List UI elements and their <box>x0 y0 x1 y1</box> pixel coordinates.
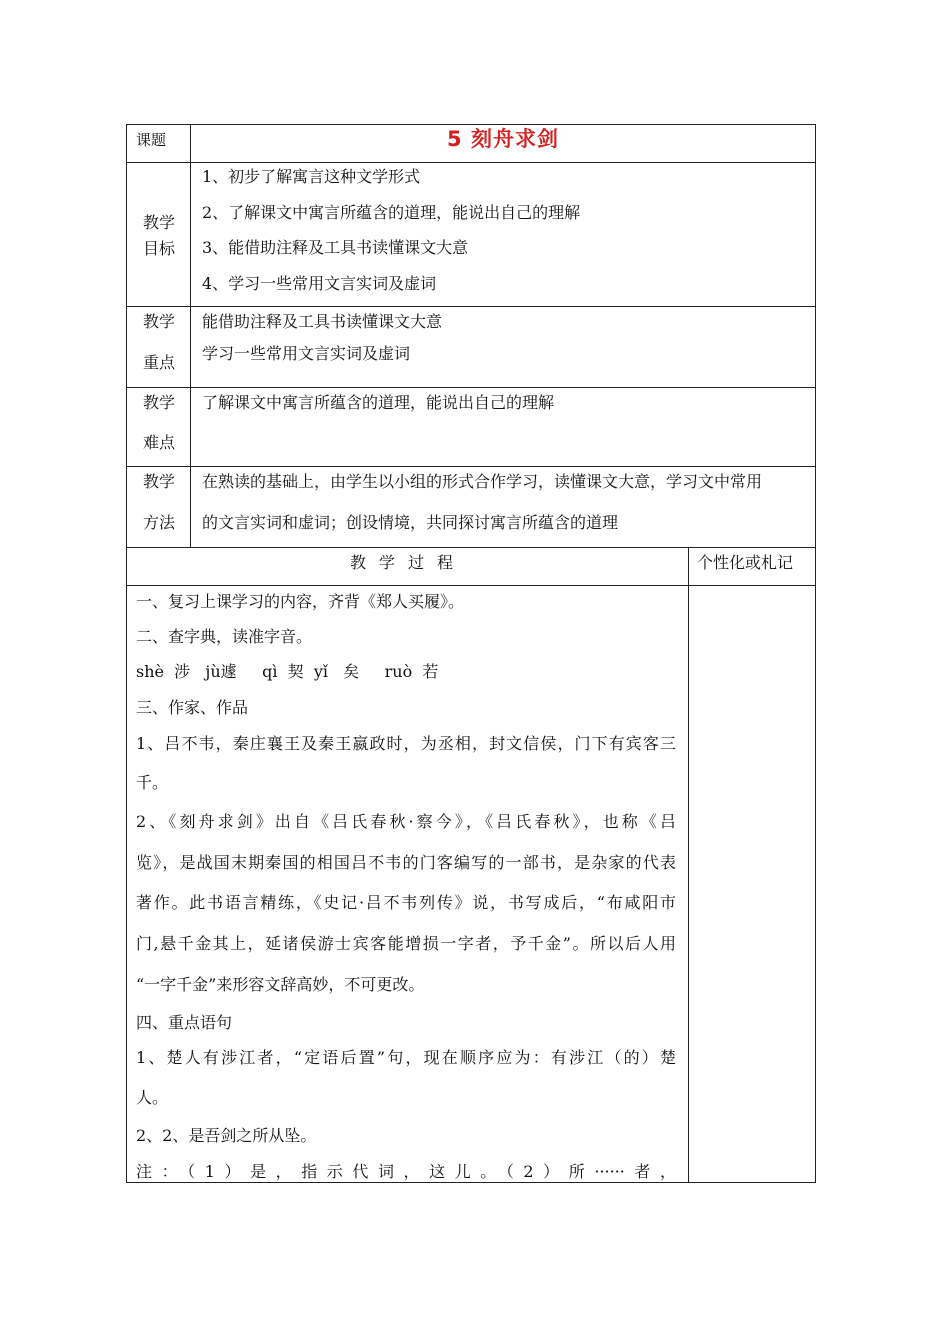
process-line: 2、2、是吾剑之所从坠。 <box>136 1126 317 1145</box>
difficulties-label-line2: 难点 <box>142 433 175 452</box>
process-line: 著作。此书语言精练，《史记·吕不韦列传》说，书写成后，“布咸阳市 <box>136 893 676 912</box>
methods-text-line1: 在熟读的基础上，由学生以小组的形式合作学习，读懂课文大意，学习文中常用 <box>202 472 763 491</box>
row-divider <box>126 547 816 548</box>
topic-label: 课题 <box>136 131 167 149</box>
process-line: 一、复习上课学习的内容，齐背《郑人买履》。 <box>136 592 465 611</box>
key-point-item: 学习一些常用文言实词及虚词 <box>202 344 411 363</box>
objectives-label-line2: 目标 <box>142 239 175 258</box>
process-line: 千。 <box>136 773 169 792</box>
row-divider <box>126 387 816 388</box>
label-column-divider <box>190 124 191 547</box>
process-line: 二、查字典，读准字音。 <box>136 627 313 646</box>
notes-column-divider <box>688 547 689 1183</box>
objective-item: 2、了解课文中寓言所蕴含的道理，能说出自己的理解 <box>202 203 581 222</box>
process-line: 2、《刻舟求剑》出自《吕氏春秋·察今》，《吕氏春秋》，也称《吕 <box>136 812 676 831</box>
process-line: 门,悬千金其上，延诸侯游士宾客能增损一字者，予千金”。所以后人用 <box>136 934 676 953</box>
row-divider <box>126 306 816 307</box>
row-divider <box>126 585 816 586</box>
process-header: 教学过程 <box>350 553 467 572</box>
objective-item: 3、能借助注释及工具书读懂课文大意 <box>202 238 469 257</box>
process-line: 注：（1）是，指示代词，这儿。（2）所······者， <box>136 1162 676 1181</box>
key-points-label-line1: 教学 <box>142 312 175 331</box>
lesson-title: 5 刻舟求剑 <box>447 127 559 151</box>
key-points-label-line2: 重点 <box>142 353 175 372</box>
process-line: 四、重点语句 <box>136 1013 233 1032</box>
objectives-label-line1: 教学 <box>142 213 175 232</box>
objective-item: 4、学习一些常用文言实词及虚词 <box>202 274 437 293</box>
process-line: 人。 <box>136 1088 169 1107</box>
process-line: 三、作家、作品 <box>136 698 249 717</box>
difficulties-text: 了解课文中寓言所蕴含的道理，能说出自己的理解 <box>202 393 555 412</box>
process-line: 览》，是战国末期秦国的相国吕不韦的门客编写的一部书，是杂家的代表 <box>136 853 676 872</box>
notes-header: 个性化或札记 <box>697 553 794 572</box>
process-line: 1、楚人有涉江者，“定语后置”句，现在顺序应为：有涉江（的）楚 <box>136 1048 676 1067</box>
methods-label-line1: 教学 <box>142 472 175 491</box>
row-divider <box>126 162 816 163</box>
difficulties-label-line1: 教学 <box>142 393 175 412</box>
process-line: “一字千金”来形容文辞高妙，不可更改。 <box>136 975 425 994</box>
methods-label-line2: 方法 <box>142 513 175 532</box>
row-divider <box>126 466 816 467</box>
process-line: 1、吕不韦，秦庄襄王及秦王嬴政时，为丞相，封文信侯，门下有宾客三 <box>136 734 676 753</box>
pinyin-line: shè 涉 jù遽 qì 契 yǐ 矣 ruò 若 <box>136 662 439 681</box>
key-point-item: 能借助注释及工具书读懂课文大意 <box>202 312 443 331</box>
methods-text-line2: 的文言实词和虚词；创设情境，共同探讨寓言所蕴含的道理 <box>202 513 619 532</box>
objective-item: 1、初步了解寓言这种文学形式 <box>202 167 421 186</box>
